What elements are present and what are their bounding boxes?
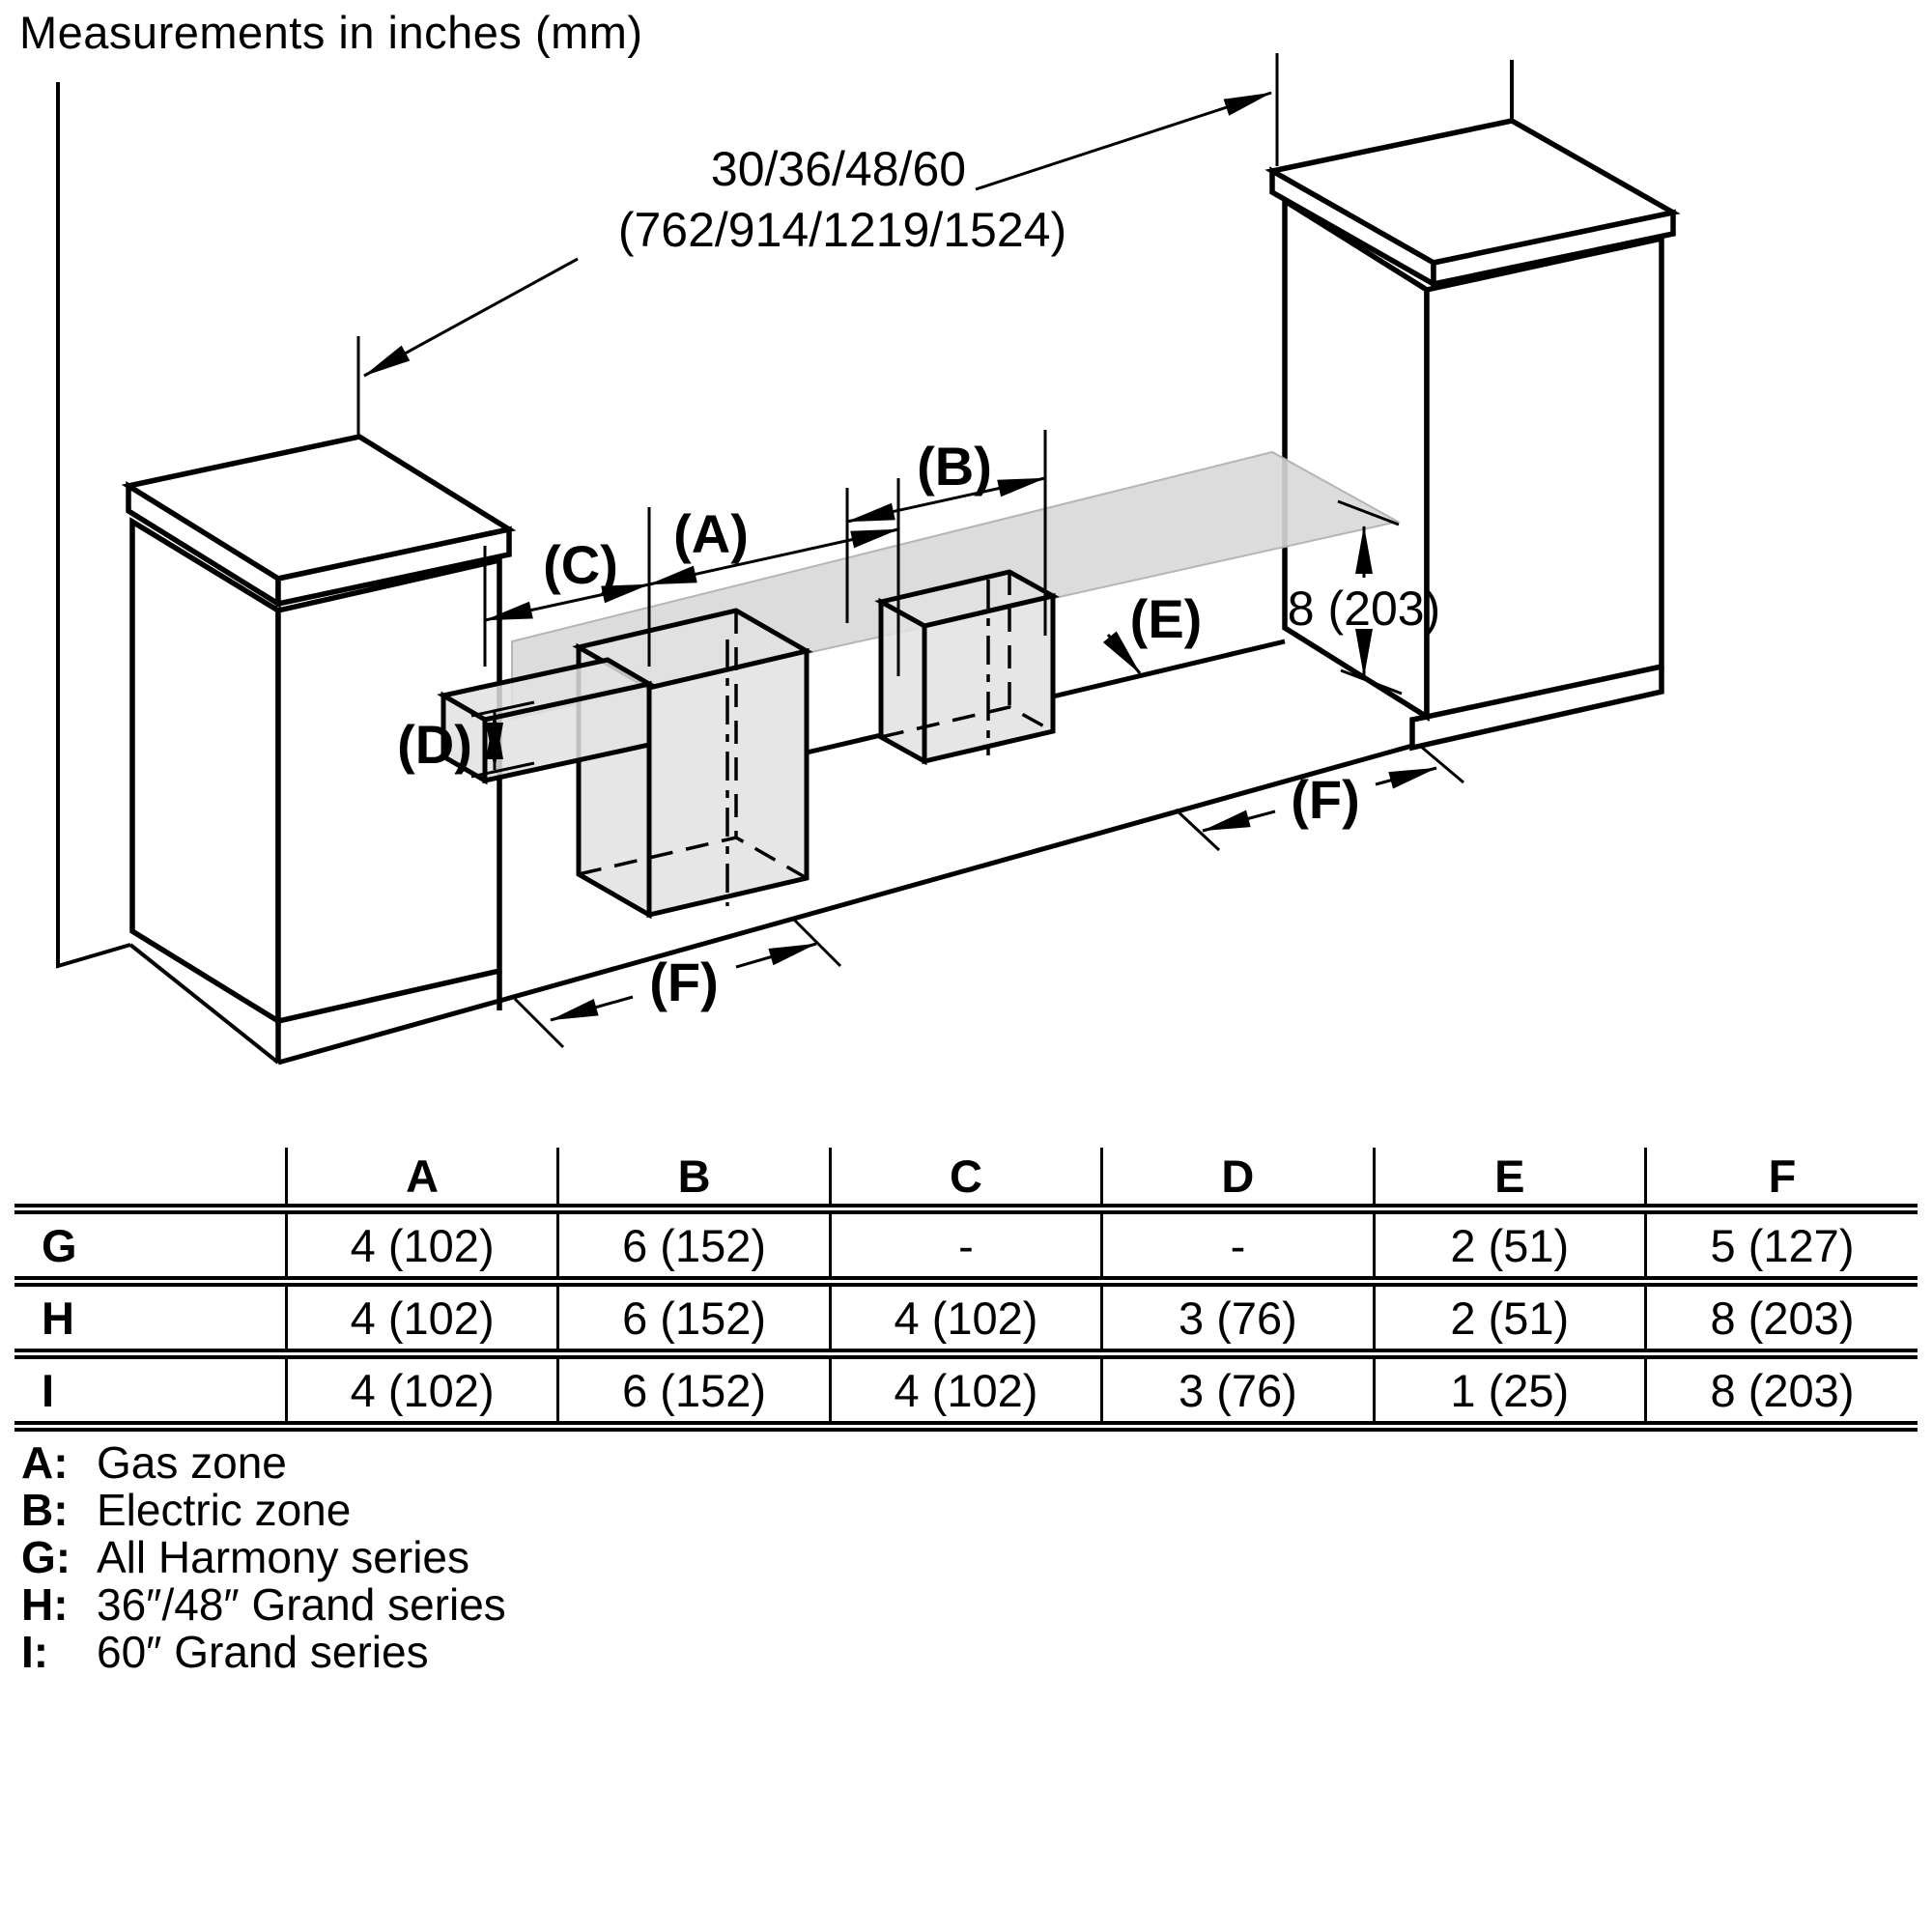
row-header: H [14,1282,286,1354]
cell: 2 (51) [1374,1209,1645,1282]
col-header: F [1646,1148,1918,1209]
legend-key: H: [21,1579,69,1630]
cell: 2 (51) [1374,1282,1645,1354]
table-header-row [14,1148,1918,1209]
cell: 3 (76) [1102,1354,1374,1427]
left-cabinet-body-front [278,560,499,1021]
overall-width-mm-text: (762/914/1219/1524) [617,203,1067,257]
dim-f-left-1 [551,997,633,1020]
cell: 4 (102) [830,1282,1101,1354]
overall-width-leader-right [976,93,1271,189]
right-cabinet [1272,121,1673,748]
label-d: (D) [397,714,472,775]
page-title: Measurements in inches (mm) [19,7,643,58]
legend-label: Gas zone [97,1437,287,1488]
col-header: D [1102,1148,1374,1209]
right-cabinet-body-front [1427,239,1662,717]
overall-width-text: 30/36/48/60 [710,142,967,196]
legend-label: 60″ Grand series [97,1627,429,1677]
label-c: (C) [543,534,618,595]
cell: - [830,1209,1101,1282]
legend-label: All Harmony series [97,1532,469,1582]
cell: 5 (127) [1646,1209,1918,1282]
right-cabinet-body-left [1285,201,1427,717]
cell: 4 (102) [286,1354,557,1427]
legend-key: B: [21,1485,69,1535]
counter-height-text: 8 (203) [1287,582,1441,636]
table-row [14,1354,1918,1427]
cell: 3 (76) [1102,1282,1374,1354]
label-f-right: (F) [1291,769,1360,830]
col-header: B [558,1148,830,1209]
electric-zone-box [881,572,1053,761]
col-header: C [830,1148,1101,1209]
dim-f-right-1 [1203,811,1275,831]
overall-width-leader-left [364,259,578,376]
cell: 6 (152) [558,1354,830,1427]
legend-item [21,1629,506,1676]
legend-item [21,1581,506,1629]
legend-item [21,1487,506,1534]
cell: 4 (102) [286,1282,557,1354]
row-header: G [14,1209,286,1282]
measurements-table [14,1148,1918,1432]
label-e: (E) [1129,588,1203,649]
legend [21,1439,506,1676]
row-header: I [14,1354,286,1427]
left-cabinet-body-left [132,522,278,1021]
dim-f-right-2 [1376,768,1436,784]
corner-cell [14,1148,286,1209]
legend-item [21,1439,506,1487]
cell: 1 (25) [1374,1354,1645,1427]
legend-label: Electric zone [97,1485,352,1535]
table-row [14,1282,1918,1354]
table-row [14,1209,1918,1282]
legend-label: 36″/48″ Grand series [97,1579,506,1630]
cell: 4 (102) [830,1354,1101,1427]
legend-key: I: [21,1627,49,1677]
electric-box-left [881,602,924,761]
label-b: (B) [917,436,992,497]
cell: 4 (102) [286,1209,557,1282]
dim-f-left-2 [736,944,816,967]
col-header: A [286,1148,557,1209]
label-f-left: (F) [649,952,719,1012]
cell: - [1102,1209,1374,1282]
cell: 8 (203) [1646,1354,1918,1427]
legend-key: G: [21,1532,71,1582]
col-header: E [1374,1148,1645,1209]
cell: 6 (152) [558,1209,830,1282]
label-a: (A) [673,503,749,564]
legend-item [21,1534,506,1581]
cell: 8 (203) [1646,1282,1918,1354]
legend-key: A: [21,1437,69,1488]
cell: 6 (152) [558,1282,830,1354]
